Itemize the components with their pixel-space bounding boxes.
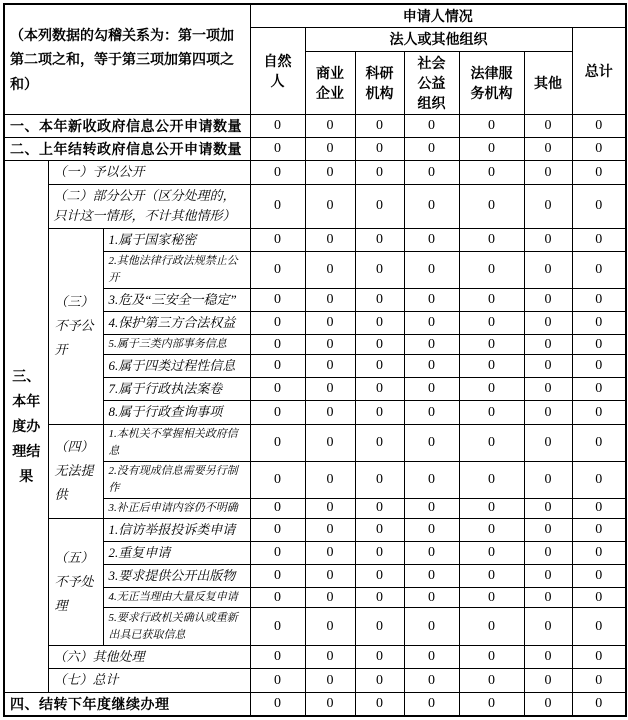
value-cell: 0 [572, 251, 626, 288]
value-cell: 0 [355, 646, 404, 669]
value-cell: 0 [572, 424, 626, 461]
value-cell: 0 [524, 608, 572, 646]
value-cell: 0 [524, 565, 572, 588]
value-cell: 0 [459, 355, 524, 378]
row-label: 2.其他法律行政法规禁止公开 [103, 251, 250, 288]
value-cell: 0 [459, 518, 524, 541]
value-cell: 0 [404, 646, 459, 669]
value-cell: 0 [459, 378, 524, 401]
value-cell: 0 [572, 608, 626, 646]
row-label: （六）其他处理 [48, 646, 250, 669]
value-cell: 0 [355, 518, 404, 541]
header-col-research-institution: 科研机构 [355, 51, 404, 115]
header-col-total: 总计 [572, 28, 626, 115]
value-cell: 0 [404, 424, 459, 461]
value-cell: 0 [524, 184, 572, 228]
value-cell: 0 [524, 288, 572, 311]
value-cell: 0 [404, 518, 459, 541]
value-cell: 0 [305, 184, 355, 228]
row-label: 二、上年结转政府信息公开申请数量 [4, 138, 250, 161]
value-cell: 0 [404, 669, 459, 692]
value-cell: 0 [404, 335, 459, 355]
value-cell: 0 [572, 161, 626, 184]
value-cell: 0 [250, 669, 305, 692]
value-cell: 0 [572, 335, 626, 355]
row-label: 2.没有现成信息需要另行制作 [103, 461, 250, 498]
row-label: 四、结转下年度继续办理 [4, 692, 250, 716]
value-cell: 0 [404, 608, 459, 646]
value-cell: 0 [404, 401, 459, 424]
value-cell: 0 [250, 312, 305, 335]
value-cell: 0 [572, 288, 626, 311]
table-row [4, 424, 626, 461]
value-cell: 0 [404, 115, 459, 138]
value-cell: 0 [404, 251, 459, 288]
value-cell: 0 [572, 138, 626, 161]
value-cell: 0 [355, 335, 404, 355]
value-cell: 0 [305, 424, 355, 461]
value-cell: 0 [572, 355, 626, 378]
value-cell: 0 [524, 161, 572, 184]
value-cell: 0 [355, 541, 404, 564]
value-cell: 0 [404, 355, 459, 378]
value-cell: 0 [355, 608, 404, 646]
value-cell: 0 [404, 498, 459, 518]
group-label-unable-to-provide: （四）无法提供 [48, 424, 103, 518]
value-cell: 0 [524, 115, 572, 138]
value-cell: 0 [355, 161, 404, 184]
value-cell: 0 [355, 401, 404, 424]
value-cell: 0 [524, 461, 572, 498]
value-cell: 0 [572, 669, 626, 692]
note-cell: （本列数据的勾稽关系为：第一项加第二项之和，等于第三项加第四项之和） [4, 4, 250, 115]
value-cell: 0 [572, 312, 626, 335]
value-cell: 0 [572, 461, 626, 498]
value-cell: 0 [404, 184, 459, 228]
value-cell: 0 [404, 565, 459, 588]
value-cell: 0 [404, 228, 459, 251]
row-label: 5.属于三类内部事务信息 [103, 335, 250, 355]
value-cell: 0 [524, 251, 572, 288]
row-label: 1.本机关不掌握相关政府信息 [103, 424, 250, 461]
value-cell: 0 [524, 312, 572, 335]
value-cell: 0 [459, 669, 524, 692]
row-label: 2.重复申请 [103, 541, 250, 564]
value-cell: 0 [459, 251, 524, 288]
section3-vertical-label: 三、本年度办理结果 [4, 161, 48, 692]
row-label: 7.属于行政执法案卷 [103, 378, 250, 401]
row-label: 1.信访举报投诉类申请 [103, 518, 250, 541]
row-label: 4.无正当理由大量反复申请 [103, 588, 250, 608]
row-label: （二）部分公开（区分处理的，只计这一情形，不计其他情形） [48, 184, 250, 228]
value-cell: 0 [524, 588, 572, 608]
value-cell: 0 [250, 541, 305, 564]
value-cell: 0 [459, 461, 524, 498]
value-cell: 0 [250, 228, 305, 251]
value-cell: 0 [250, 251, 305, 288]
value-cell: 0 [305, 461, 355, 498]
value-cell: 0 [305, 692, 355, 716]
value-cell: 0 [524, 228, 572, 251]
value-cell: 0 [572, 588, 626, 608]
value-cell: 0 [404, 541, 459, 564]
row-label: 3.要求提供公开出版物 [103, 565, 250, 588]
value-cell: 0 [524, 355, 572, 378]
row-label: （一）予以公开 [48, 161, 250, 184]
value-cell: 0 [459, 424, 524, 461]
value-cell: 0 [572, 565, 626, 588]
value-cell: 0 [572, 228, 626, 251]
value-cell: 0 [404, 138, 459, 161]
value-cell: 0 [459, 288, 524, 311]
value-cell: 0 [524, 335, 572, 355]
table-row [4, 646, 626, 669]
value-cell: 0 [250, 184, 305, 228]
value-cell: 0 [572, 646, 626, 669]
value-cell: 0 [524, 138, 572, 161]
value-cell: 0 [305, 288, 355, 311]
row-label: 6.属于四类过程性信息 [103, 355, 250, 378]
value-cell: 0 [355, 288, 404, 311]
value-cell: 0 [459, 335, 524, 355]
value-cell: 0 [404, 161, 459, 184]
value-cell: 0 [305, 335, 355, 355]
value-cell: 0 [250, 355, 305, 378]
table-row [4, 518, 626, 541]
table-row [4, 161, 626, 184]
value-cell: 0 [459, 608, 524, 646]
value-cell: 0 [305, 251, 355, 288]
row-label: 3.补正后申请内容仍不明确 [103, 498, 250, 518]
table-row [4, 138, 626, 161]
value-cell: 0 [572, 498, 626, 518]
value-cell: 0 [524, 541, 572, 564]
value-cell: 0 [305, 312, 355, 335]
table-row [4, 228, 626, 251]
value-cell: 0 [250, 518, 305, 541]
value-cell: 0 [355, 498, 404, 518]
value-cell: 0 [305, 588, 355, 608]
value-cell: 0 [305, 541, 355, 564]
table-row [4, 669, 626, 692]
value-cell: 0 [355, 565, 404, 588]
value-cell: 0 [305, 498, 355, 518]
value-cell: 0 [459, 312, 524, 335]
value-cell: 0 [524, 424, 572, 461]
table-row [4, 115, 626, 138]
value-cell: 0 [355, 138, 404, 161]
value-cell: 0 [250, 288, 305, 311]
value-cell: 0 [355, 378, 404, 401]
value-cell: 0 [355, 588, 404, 608]
value-cell: 0 [305, 355, 355, 378]
info-disclosure-request-table [3, 3, 627, 717]
header-col-natural-person: 自然人 [250, 28, 305, 115]
group-label-no-disclosure: （三）不予公开 [48, 228, 103, 424]
value-cell: 0 [305, 161, 355, 184]
value-cell: 0 [250, 461, 305, 498]
value-cell: 0 [250, 646, 305, 669]
value-cell: 0 [250, 378, 305, 401]
value-cell: 0 [524, 378, 572, 401]
value-cell: 0 [572, 115, 626, 138]
value-cell: 0 [404, 588, 459, 608]
table-row [4, 692, 626, 716]
value-cell: 0 [524, 646, 572, 669]
value-cell: 0 [404, 312, 459, 335]
value-cell: 0 [524, 401, 572, 424]
row-label: 8.属于行政查询事项 [103, 401, 250, 424]
value-cell: 0 [572, 184, 626, 228]
header-applicant-group: 申请人情况 [250, 4, 626, 28]
value-cell: 0 [524, 518, 572, 541]
value-cell: 0 [572, 401, 626, 424]
value-cell: 0 [459, 498, 524, 518]
value-cell: 0 [305, 228, 355, 251]
value-cell: 0 [250, 335, 305, 355]
value-cell: 0 [250, 498, 305, 518]
row-label: 4.保护第三方合法权益 [103, 312, 250, 335]
value-cell: 0 [404, 692, 459, 716]
value-cell: 0 [355, 461, 404, 498]
row-label: 1.属于国家秘密 [103, 228, 250, 251]
value-cell: 0 [305, 115, 355, 138]
value-cell: 0 [572, 518, 626, 541]
value-cell: 0 [459, 228, 524, 251]
value-cell: 0 [459, 161, 524, 184]
value-cell: 0 [459, 692, 524, 716]
value-cell: 0 [459, 138, 524, 161]
row-label: 一、本年新收政府信息公开申请数量 [4, 115, 250, 138]
value-cell: 0 [305, 565, 355, 588]
value-cell: 0 [355, 115, 404, 138]
value-cell: 0 [250, 588, 305, 608]
value-cell: 0 [305, 646, 355, 669]
value-cell: 0 [250, 401, 305, 424]
row-label: （七）总计 [48, 669, 250, 692]
value-cell: 0 [305, 608, 355, 646]
value-cell: 0 [404, 288, 459, 311]
value-cell: 0 [524, 498, 572, 518]
value-cell: 0 [524, 692, 572, 716]
value-cell: 0 [250, 565, 305, 588]
value-cell: 0 [459, 588, 524, 608]
value-cell: 0 [459, 401, 524, 424]
header-legal-org-group: 法人或其他组织 [305, 28, 572, 51]
value-cell: 0 [250, 692, 305, 716]
header-col-other: 其他 [524, 51, 572, 115]
value-cell: 0 [572, 541, 626, 564]
row-label: 5.要求行政机关确认或重新出具已获取信息 [103, 608, 250, 646]
row-label: 3.危及“三安全一稳定” [103, 288, 250, 311]
value-cell: 0 [355, 355, 404, 378]
value-cell: 0 [459, 565, 524, 588]
value-cell: 0 [404, 378, 459, 401]
value-cell: 0 [355, 312, 404, 335]
value-cell: 0 [250, 138, 305, 161]
value-cell: 0 [305, 518, 355, 541]
header-row-1 [4, 4, 626, 28]
value-cell: 0 [355, 669, 404, 692]
table-row [4, 184, 626, 228]
value-cell: 0 [524, 669, 572, 692]
value-cell: 0 [355, 228, 404, 251]
value-cell: 0 [572, 692, 626, 716]
header-col-commercial-enterprise: 商业企业 [305, 51, 355, 115]
value-cell: 0 [355, 692, 404, 716]
value-cell: 0 [305, 378, 355, 401]
value-cell: 0 [459, 646, 524, 669]
value-cell: 0 [459, 541, 524, 564]
value-cell: 0 [355, 184, 404, 228]
value-cell: 0 [305, 669, 355, 692]
value-cell: 0 [572, 378, 626, 401]
value-cell: 0 [459, 115, 524, 138]
value-cell: 0 [250, 115, 305, 138]
group-label-no-processing: （五）不予处理 [48, 518, 103, 645]
value-cell: 0 [355, 424, 404, 461]
value-cell: 0 [404, 461, 459, 498]
value-cell: 0 [305, 138, 355, 161]
value-cell: 0 [250, 608, 305, 646]
value-cell: 0 [305, 401, 355, 424]
value-cell: 0 [250, 424, 305, 461]
value-cell: 0 [459, 184, 524, 228]
value-cell: 0 [355, 251, 404, 288]
value-cell: 0 [250, 161, 305, 184]
header-col-social-welfare-org: 社会公益组织 [404, 51, 459, 115]
header-col-legal-service-org: 法律服务机构 [459, 51, 524, 115]
